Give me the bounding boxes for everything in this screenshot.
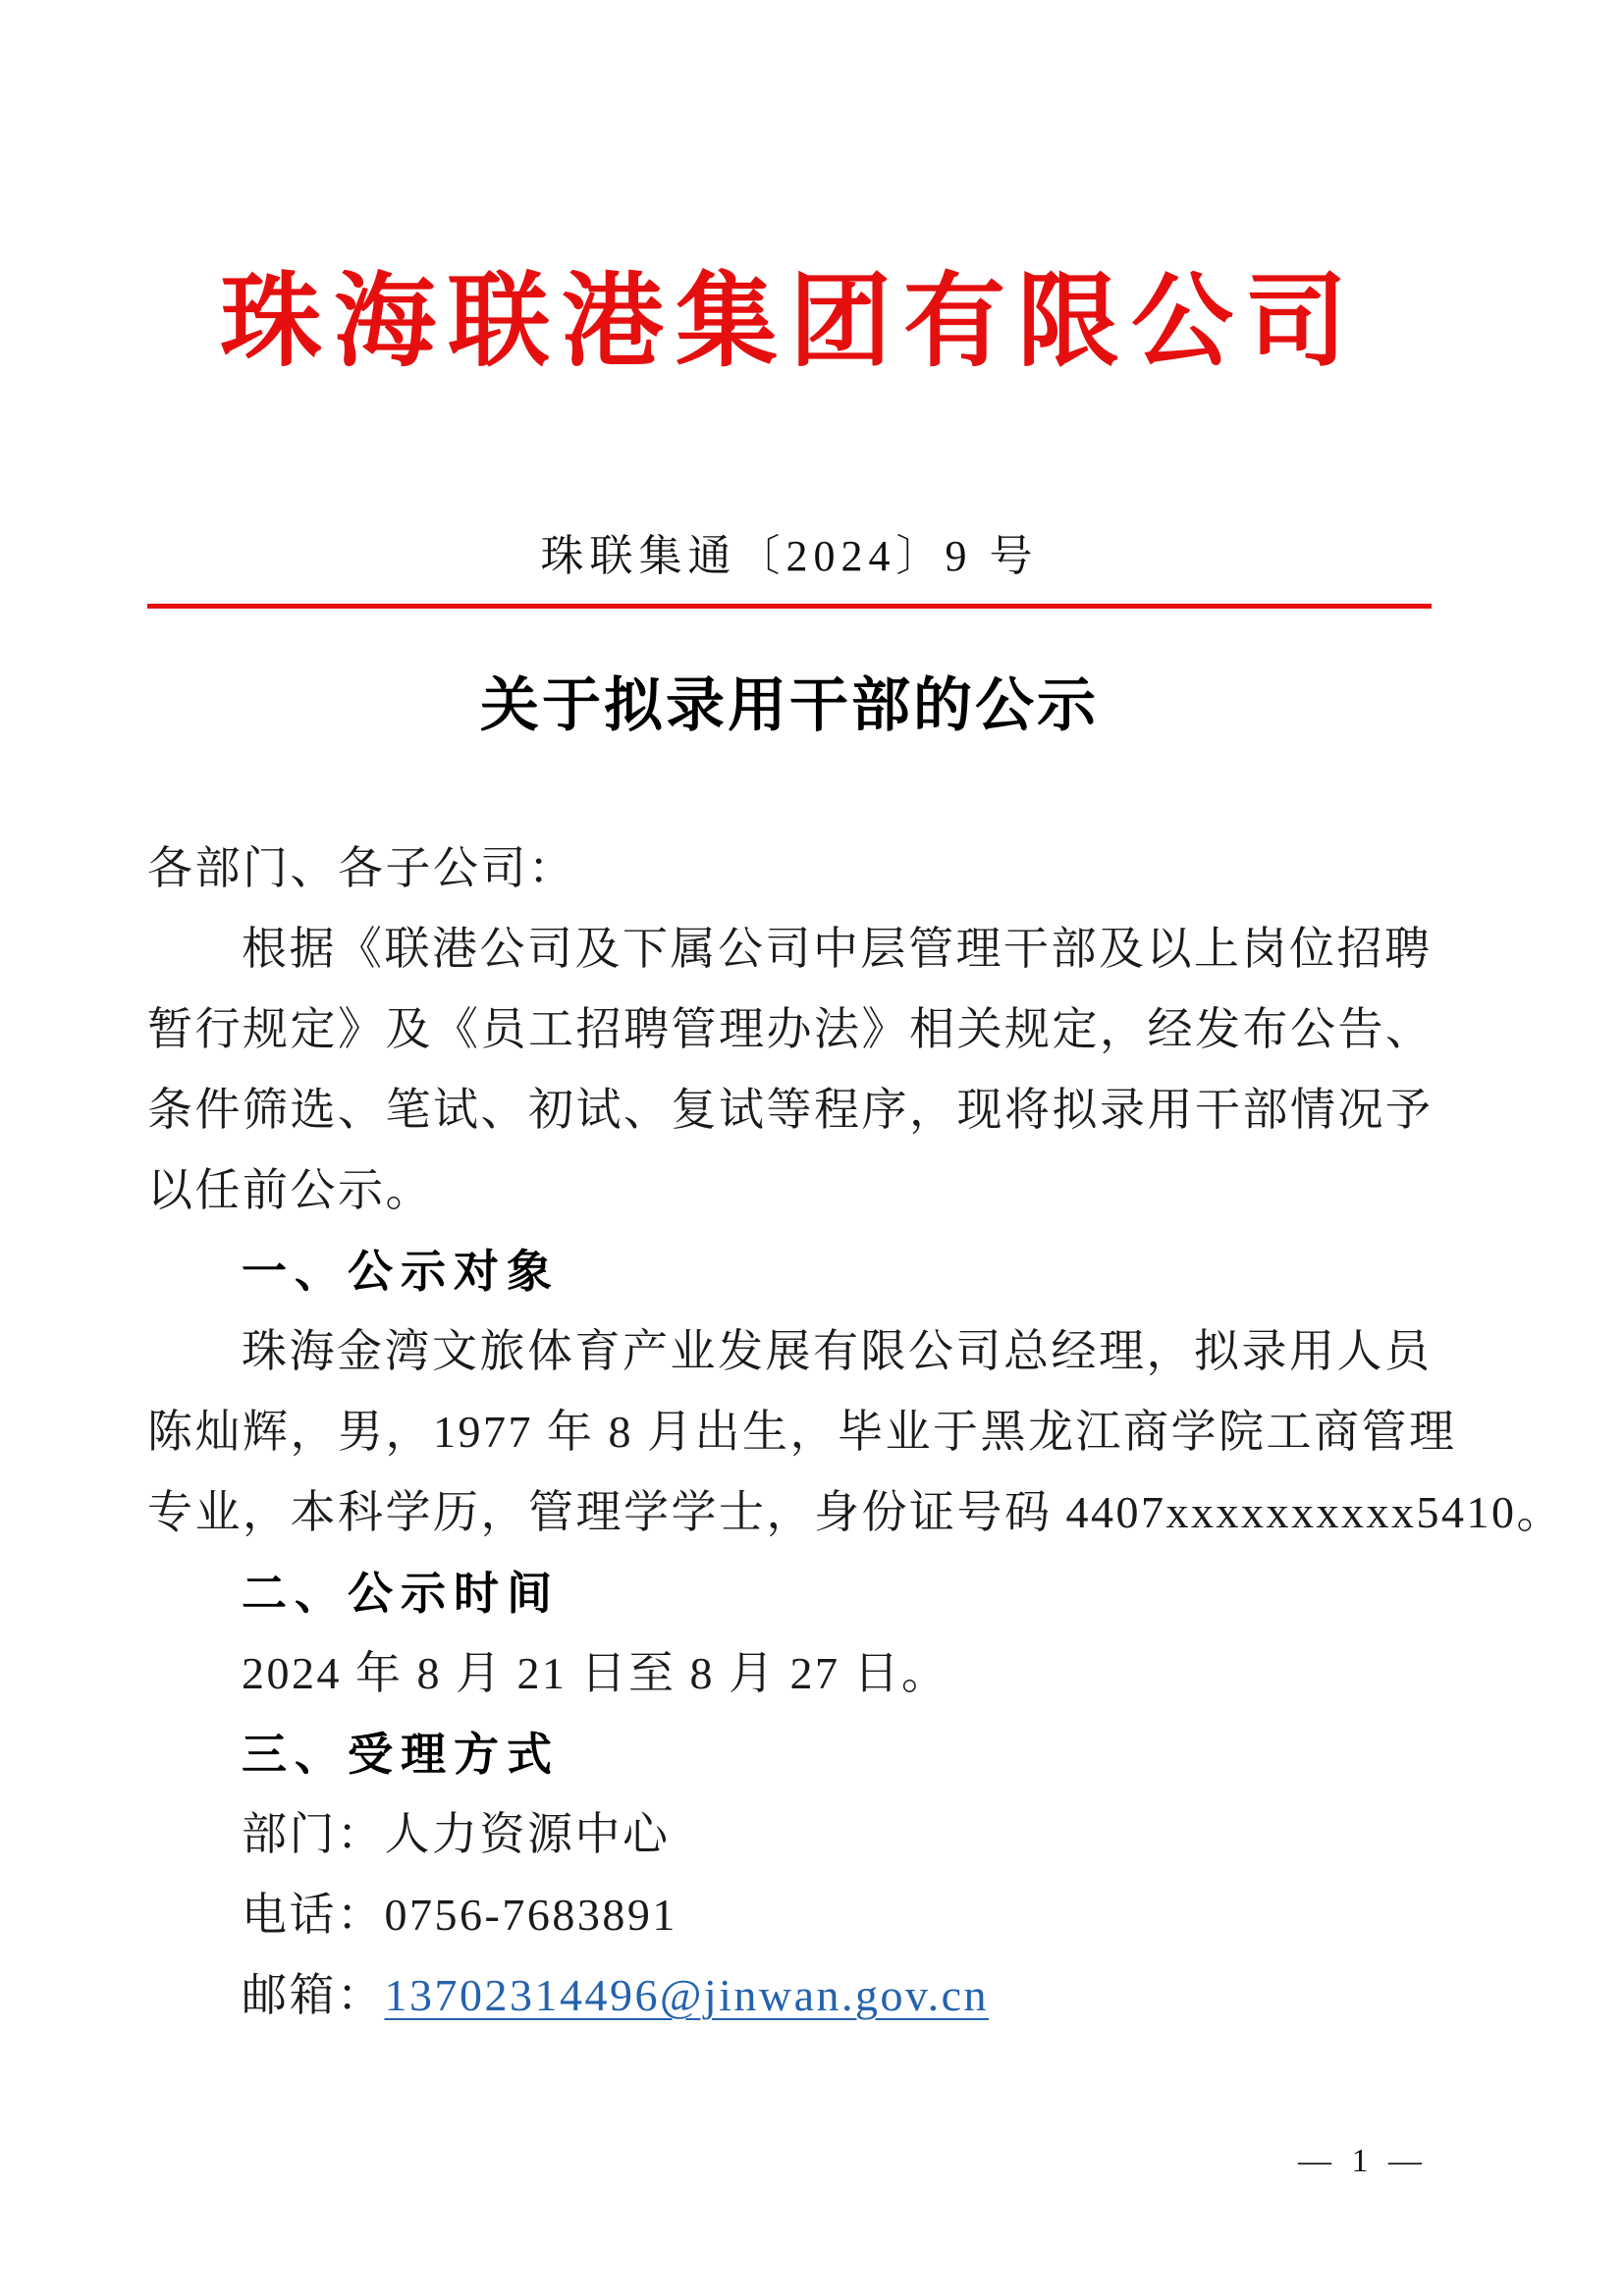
salutation-line: 各部门、各子公司： bbox=[147, 842, 576, 893]
section-heading-publicity-period: 二、公示时间 bbox=[242, 1567, 560, 1619]
body-line: 珠海金湾文旅体育产业发展有限公司总经理，拟录用人员 bbox=[242, 1325, 1433, 1376]
document-body bbox=[147, 828, 1564, 2036]
body-line: 根据《联港公司及下属公司中层管理干部及以上岗位招聘 bbox=[242, 923, 1433, 974]
page-number: — 1 — bbox=[1298, 2143, 1428, 2179]
email-link[interactable]: 13702314496@jinwan.gov.cn bbox=[384, 1969, 989, 2020]
letterhead-red-rule bbox=[147, 604, 1432, 609]
section-heading-acceptance-method: 三、受理方式 bbox=[242, 1728, 560, 1780]
letterhead-company-name: 珠海联港集团有限公司 bbox=[219, 266, 1359, 379]
body-line: 专业，本科学历，管理学学士，身份证号码 4407xxxxxxxxxx5410。 bbox=[147, 1486, 1564, 1537]
body-line: 陈灿辉，男，1977 年 8 月出生，毕业于黑龙江商学院工商管理 bbox=[147, 1406, 1457, 1457]
document-content bbox=[0, 263, 1624, 2036]
email-label: 邮箱： bbox=[242, 1969, 385, 2020]
page-title: 关于拟录用干部的公示 bbox=[480, 672, 1099, 738]
letterhead-doc-number: 珠联集通〔2024〕9 号 bbox=[540, 531, 1039, 580]
contact-department-line: 部门：人力资源中心 bbox=[242, 1808, 671, 1859]
body-line: 暂行规定》及《员工招聘管理办法》相关规定，经发布公告、 bbox=[147, 1003, 1434, 1054]
body-line: 以任前公示。 bbox=[147, 1164, 433, 1215]
contact-phone-line: 电话：0756-7683891 bbox=[242, 1889, 677, 1940]
body-line: 2024 年 8 月 21 日至 8 月 27 日。 bbox=[242, 1647, 949, 1698]
contact-email-line bbox=[147, 1955, 1432, 2036]
body-line: 条件筛选、笔试、初试、复试等程序，现将拟录用干部情况予 bbox=[147, 1084, 1434, 1135]
section-heading-publicity-target: 一、公示对象 bbox=[242, 1245, 560, 1297]
